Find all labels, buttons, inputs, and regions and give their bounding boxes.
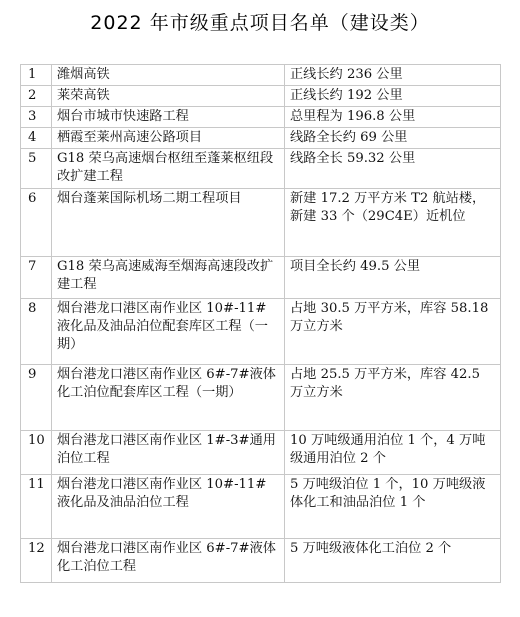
row-number: 1 — [21, 65, 52, 86]
project-scale: 新建 17.2 万平方米 T2 航站楼，新建 33 个（29C4E）近机位 — [285, 189, 501, 257]
project-scale: 占地 25.5 万平方米，库容 42.5 万立方米 — [285, 365, 501, 431]
project-name: 烟台港龙口港区南作业区 1#-3#通用泊位工程 — [52, 431, 285, 475]
project-name: 莱荣高铁 — [52, 86, 285, 107]
row-number: 11 — [21, 475, 52, 539]
project-name: G18 荣乌高速威海至烟海高速段改扩建工程 — [52, 257, 285, 299]
project-table — [20, 64, 501, 583]
row-number: 8 — [21, 299, 52, 365]
table-row — [21, 65, 501, 86]
table-row — [21, 107, 501, 128]
table-row — [21, 189, 501, 257]
row-number: 7 — [21, 257, 52, 299]
row-number: 6 — [21, 189, 52, 257]
table-row — [21, 128, 501, 149]
project-scale: 正线长约 192 公里 — [285, 86, 501, 107]
row-number: 2 — [21, 86, 52, 107]
project-name: 烟台港龙口港区南作业区 6#-7#液体化工泊位工程 — [52, 539, 285, 583]
table-row — [21, 431, 501, 475]
row-number: 3 — [21, 107, 52, 128]
project-scale: 总里程为 196.8 公里 — [285, 107, 501, 128]
project-name: 潍烟高铁 — [52, 65, 285, 86]
project-scale: 线路全长 59.32 公里 — [285, 149, 501, 189]
project-scale: 5 万吨级液体化工泊位 2 个 — [285, 539, 501, 583]
project-name: 烟台蓬莱国际机场二期工程项目 — [52, 189, 285, 257]
table-row — [21, 299, 501, 365]
project-scale: 正线长约 236 公里 — [285, 65, 501, 86]
project-scale: 项目全长约 49.5 公里 — [285, 257, 501, 299]
project-name: 栖霞至莱州高速公路项目 — [52, 128, 285, 149]
row-number: 4 — [21, 128, 52, 149]
project-name: 烟台港龙口港区南作业区 6#-7#液体化工泊位配套库区工程（一期） — [52, 365, 285, 431]
table-row — [21, 257, 501, 299]
row-number: 5 — [21, 149, 52, 189]
project-name: 烟台港龙口港区南作业区 10#-11#液化品及油品泊位配套库区工程（一期） — [52, 299, 285, 365]
project-scale: 10 万吨级通用泊位 1 个，4 万吨级通用泊位 2 个 — [285, 431, 501, 475]
project-name: G18 荣乌高速烟台枢纽至蓬莱枢纽段改扩建工程 — [52, 149, 285, 189]
project-name: 烟台市城市快速路工程 — [52, 107, 285, 128]
table-row — [21, 539, 501, 583]
project-name: 烟台港龙口港区南作业区 10#-11#液化品及油品泊位工程 — [52, 475, 285, 539]
table-row — [21, 365, 501, 431]
page-title: 2022 年市级重点项目名单（建设类） — [90, 12, 430, 34]
row-number: 9 — [21, 365, 52, 431]
table-row — [21, 86, 501, 107]
table-row — [21, 149, 501, 189]
project-scale: 5 万吨级泊位 1 个，10 万吨级液体化工和油品泊位 1 个 — [285, 475, 501, 539]
row-number: 10 — [21, 431, 52, 475]
project-scale: 线路全长约 69 公里 — [285, 128, 501, 149]
row-number: 12 — [21, 539, 52, 583]
table-row — [21, 475, 501, 539]
project-scale: 占地 30.5 万平方米，库容 58.18 万立方米 — [285, 299, 501, 365]
